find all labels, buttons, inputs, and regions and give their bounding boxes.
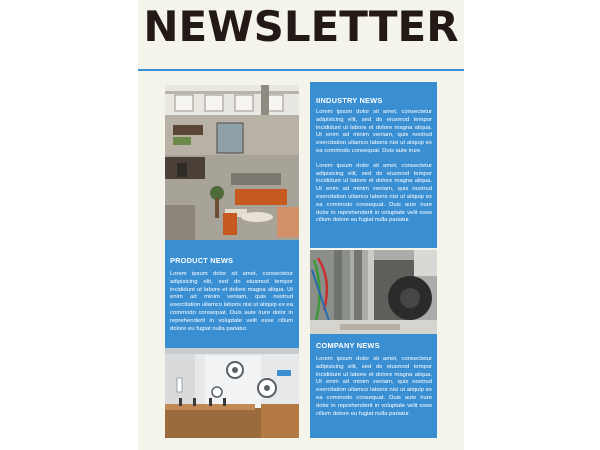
product-news-paragraph: Lorem ipsum dolor sit amet, consectetur adipisicing elit, sed do eiusmod tempor incididunt ut labore et dolore magna aliqua. Ut enim ad minim veniam, quis nostrud exercitation ullamco laboris nisi ut aliquip ex ea commodo consequat. Duis aute irure dolor in reprehenderit in voluptate velit esse cillum dolore eu fugiat nulla pariatur. bbox=[170, 271, 293, 332]
product-news-heading: PRODUCT NEWS bbox=[170, 256, 234, 265]
company-news-paragraph: Lorem ipsum dolor sit amet, consectetur adipisicing elit, sed do eiusmod tempor incididunt ut labore et dolore magna aliqua. Ut enim ad minim veniam, quis nostrud exercitation ullamco laboris nisi ut aliquip ex ea commodo consequat. Duis aute irure dolor in reprehenderit in voluptate velit esse cillum dolore eu fugiat nulla pariatur. bbox=[316, 356, 432, 417]
office-photo bbox=[165, 85, 299, 240]
newsletter-title: NEWSLETTER bbox=[143, 2, 459, 51]
reception-photo bbox=[165, 348, 299, 438]
product-news-panel bbox=[165, 240, 299, 348]
company-news-panel bbox=[310, 334, 437, 438]
title-divider bbox=[138, 69, 464, 71]
newsletter-page bbox=[138, 0, 464, 450]
industry-news-heading: IINDUSTRY NEWS bbox=[316, 96, 383, 105]
industry-news-panel bbox=[310, 82, 437, 248]
industry-news-paragraph-2: Lorem ipsum dolor sit amet, consectetur adipisicing elit, sed do eiusmod tempor incididunt ut labore et dolore magna aliqua. Ut enim ad minim veniam, quis nostrud exercitation ullamco laboris nisi ut aliquip ex ea commodo consequat. Duis aute irure dolor in reprehenderit in voluptate velit esse cillum dolore eu fugiat nulla pariatur. bbox=[316, 162, 432, 224]
company-news-heading: COMPANY NEWS bbox=[316, 341, 380, 350]
machinery-photo bbox=[310, 250, 437, 334]
industry-news-paragraph-1: Lorem ipsum dolor sit amet, consectetur adipisicing elit, sed do eiusmod tempor incididunt ut labore et dolore magna aliqua. Ut enim ad minim veniam, quis nostrud exercitation ullamco laboris nisi ut aliquip ex ea commodo consequat. Duis aute irure bbox=[316, 109, 432, 154]
